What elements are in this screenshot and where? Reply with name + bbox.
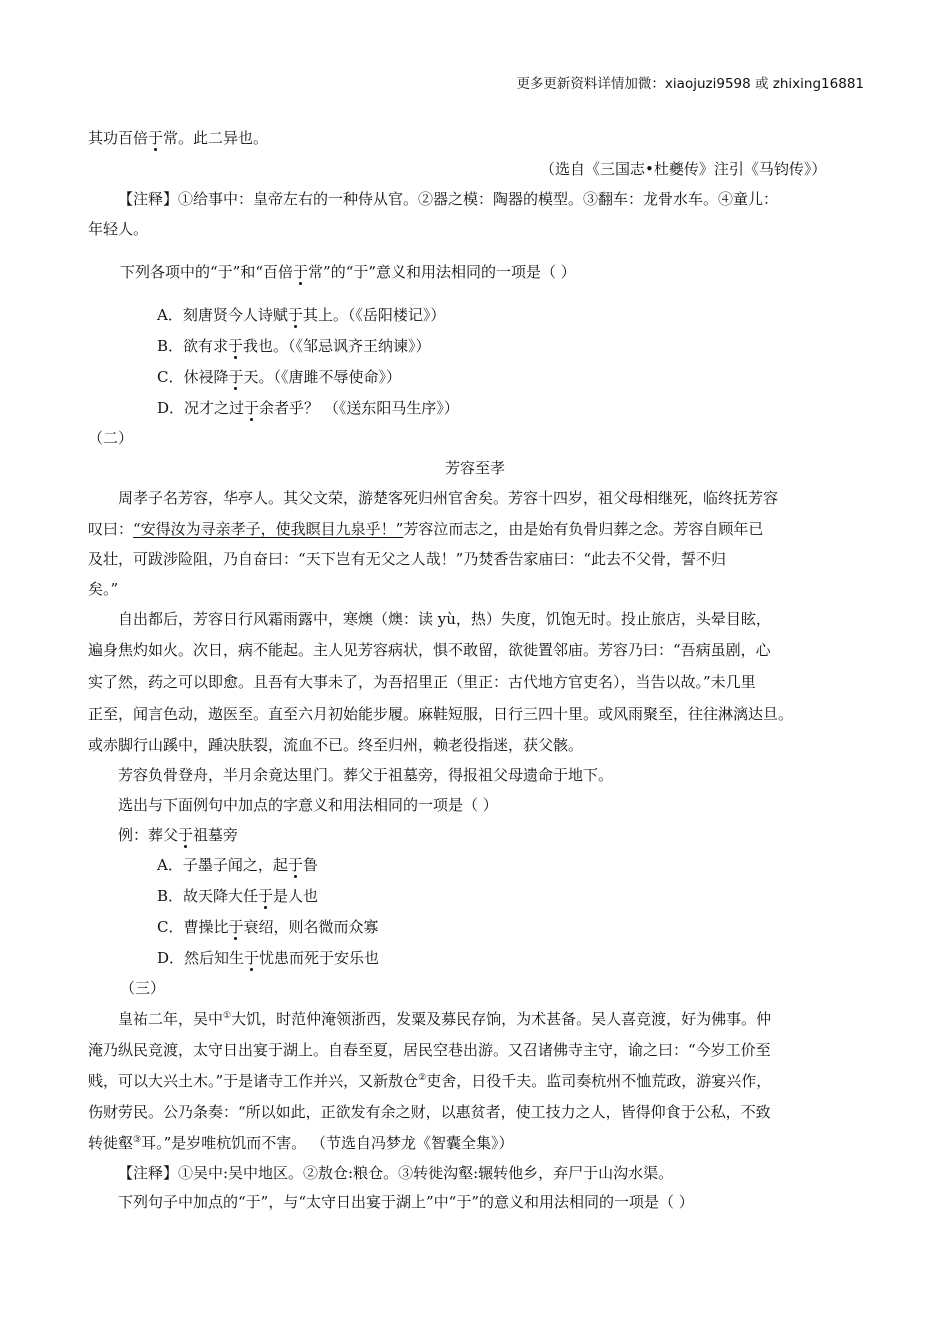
footnote-marker: ③: [133, 1135, 142, 1145]
option-c: C．曹操比于衰绍，则名微而众寡: [157, 918, 379, 936]
underlined-sentence: “安得汝为寻亲孝子，使我瞑目九泉乎！”: [133, 520, 404, 538]
emphasis-dot-char: 于: [228, 918, 244, 936]
question-text: 选出与下面例句中加点的字意义和用法相同的一项是（ ）: [118, 796, 498, 814]
passage-line: 周孝子名芳容，华亭人。其父文荣，游楚客死归州官舍矣。芳容十四岁，祖父母相继死，临终抚芳容: [118, 489, 779, 507]
option-b: B．欲有求于我也。（《邹忌讽齐王纳谏》）: [157, 337, 431, 355]
passage-line: 伤财劳民。公乃条奏：“所以如此，正欲发有余之财，以惠贫者，使工技力之人，皆得仰食于公私，不致: [88, 1103, 771, 1121]
passage-line: 淹乃纵民竞渡，太守日出宴于湖上。自春至夏，居民空巷出游。又召诸佛寺主守，谕之曰：“今岁工价至: [88, 1041, 771, 1059]
option-c: C．休祲降于天。（《唐雎不辱使命》）: [157, 368, 402, 386]
emphasis-dot-char: 于: [148, 129, 164, 147]
emphasis-dot-char: 于: [258, 887, 274, 905]
passage-line: 实了然，药之可以即愈。且吾有大事未了，为吾招里正（里正：古代地方官吏名），当告以故。”未几里: [88, 673, 756, 691]
emphasis-dot-char: 于: [244, 399, 260, 417]
section-label: （三）: [120, 979, 166, 997]
passage-line: 转徙壑③耳。”是岁唯杭饥而不害。 （节选自冯梦龙《智囊全集》）: [88, 1134, 514, 1152]
footnote-marker: ②: [418, 1073, 427, 1083]
question-text: 下列句子中加点的“于”，与“太守日出宴于湖上”中“于”的意义和用法相同的一项是（ ）: [118, 1193, 694, 1211]
passage-line: 自出都后，芳容日行风霜雨露中，寒燠（燠：读 yù，热）失度，饥饱无时。投止旅店，头晕目眩，: [118, 610, 771, 628]
passage-line: 叹曰：“安得汝为寻亲孝子，使我瞑目九泉乎！”芳容泣而志之，由是始有负骨归葬之念。芳容自顾年已: [88, 520, 764, 538]
emphasis-dot-char: 于: [178, 826, 194, 844]
emphasis-dot-char: 于: [287, 306, 303, 324]
header-contact-note: 更多更新资料详情加微：xiaojuzi9598 或 zhixing16881: [516, 76, 864, 92]
passage-line: 贱，可以大兴土木。”于是诸寺工作并兴，又新敖仓②吏舍，日役千夫。监司奏杭州不恤荒政，游宴兴作，: [88, 1072, 772, 1090]
option-d: D．况才之过于余者乎？ （《送东阳马生序》）: [157, 399, 459, 417]
passage-line: 芳容负骨登舟，半月余竟达里门。葬父于祖墓旁，得报祖父母遗命于地下。: [118, 766, 614, 784]
option-a: A．刻唐贤今人诗赋于其上。（《岳阳楼记》）: [157, 306, 446, 324]
footnote-marker: ①: [223, 1011, 232, 1021]
emphasis-dot-char: 于: [287, 856, 303, 874]
option-d: D．然后知生于忧患而死于安乐也: [157, 949, 380, 967]
passage-line: 皇祐二年，吴中①大饥，时范仲淹领浙西，发粟及募民存饷，为术甚备。吴人喜竞渡，好为佛事。仲: [118, 1010, 772, 1028]
notes-line: 年轻人。: [88, 220, 149, 238]
passage-line: 矣。”: [88, 580, 119, 598]
passage-line: 及壮，可跋涉险阻，乃自奋曰：“天下岂有无父之人哉！”乃焚香告家庙曰：“此去不父骨，誓不归: [88, 550, 727, 568]
passage-line: 正至，闻言色动，遨医至。直至六月初始能步履。麻鞋短服，日行三四十里。或风雨聚至，往往淋漓达旦。: [88, 705, 794, 723]
passage-line: 其功百倍于常。此二异也。: [88, 129, 269, 147]
notes-line: 【注释】①给事中：皇帝左右的一种侍从官。②器之模：陶器的模型。③翻车：龙骨水车。④童儿：: [118, 190, 779, 208]
notes-line: 【注释】①吴中:吴中地区。②敖仓:粮仓。③转徙沟壑:辗转他乡，弃尸于山沟水渠。: [118, 1164, 674, 1182]
example-sentence: 例：葬父于祖墓旁: [118, 826, 239, 844]
passage-line: 遍身焦灼如火。次日，病不能起。主人见芳容病状，惧不敢留，欲徙置邻庙。芳容乃曰：“吾病虽剧，心: [88, 641, 771, 659]
emphasis-dot-char: 于: [244, 949, 260, 967]
question-text: 下列各项中的“于”和“百倍于常”的“于”意义和用法相同的一项是（ ）: [120, 263, 576, 281]
option-a: A．子墨子闻之，起于鲁: [157, 856, 318, 874]
option-b: B．故天降大任于是人也: [157, 887, 319, 905]
emphasis-dot-char: 于: [228, 337, 244, 355]
passage-title: 芳容至孝: [444, 459, 505, 477]
source-citation: （选自《三国志•杜夔传》注引《马钧传》）: [540, 160, 827, 178]
section-label: （二）: [88, 429, 134, 447]
emphasis-dot-char: 于: [228, 368, 244, 386]
emphasis-dot-char: 于: [293, 263, 309, 281]
passage-line: 或赤脚行山蹊中，踵决肤裂，流血不已。终至归州，赖老役指迷，获父骸。: [88, 736, 584, 754]
